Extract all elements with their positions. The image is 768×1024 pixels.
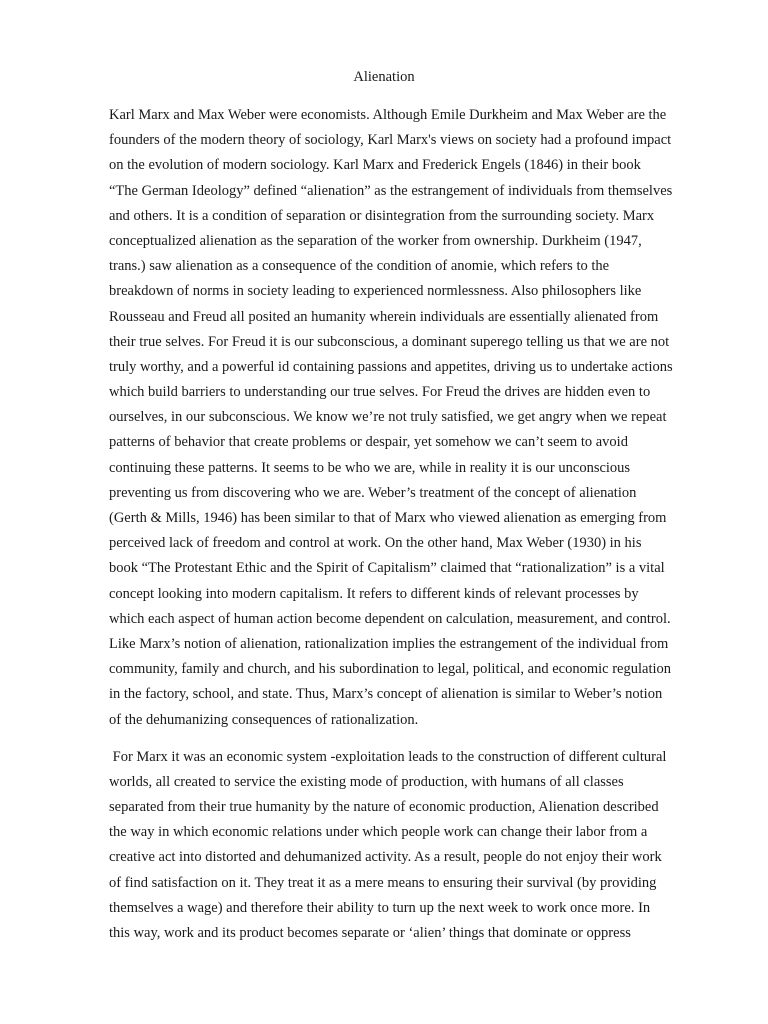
text-line: Karl Marx and Max Weber were economists. Although Emile Durkheim and Max Weber are the: [109, 107, 667, 123]
text-line: (Gerth & Mills, 1946) has been similar to that of Marx who viewed alienation as emerging from: [109, 510, 667, 526]
text-line: For Marx it was an economic system -exploitation leads to the construction of different cultural: [109, 748, 667, 765]
text-line: which build barriers to understanding our true selves. For Freud the drives are hidden even to: [109, 384, 651, 401]
text-line: on the evolution of modern sociology. Karl Marx and Frederick Engels (1846) in their book: [109, 157, 641, 174]
text-line: community, family and church, and his subordination to legal, political, and economic regulation: [109, 661, 672, 678]
text-line: separated from their true humanity by the nature of economic production, Alienation described: [109, 799, 659, 816]
text-line: Like Marx’s notion of alienation, rationalization implies the estrangement of the individual from: [109, 635, 669, 652]
text-line: worlds, all created to service the existing mode of production, with humans of all classes: [109, 773, 624, 790]
text-line: concept looking into modern capitalism. It refers to different kinds of relevant processes by: [109, 585, 639, 602]
text-line: book “The Protestant Ethic and the Spirit of Capitalism” claimed that “rationalization” is a vital: [109, 560, 665, 577]
text-line: founders of the modern theory of sociology, Karl Marx's views on society had a profound impact: [109, 132, 672, 149]
text-line: and others. It is a condition of separation or disintegration from the surrounding society. Marx: [109, 207, 655, 224]
text-line: their true selves. For Freud it is our subconscious, a dominant superego telling us that we are not: [109, 333, 670, 350]
document-title: Alienation: [353, 69, 415, 85]
text-line: of find satisfaction on it. They treat it as a mere means to ensuring their survival (by providing: [109, 874, 657, 891]
text-line: ourselves, in our subconscious. We know we’re not truly satisfied, we get angry when we repeat: [109, 409, 667, 426]
text-line: Rousseau and Freud all posited an humanity wherein individuals are essentially alienated from: [109, 308, 659, 325]
text-line: breakdown of norms in society leading to experienced normlessness. Also philosophers like: [109, 283, 642, 300]
text-line: perceived lack of freedom and control at work. On the other hand, Max Weber (1930) in his: [109, 535, 642, 552]
text-line: in the factory, school, and state. Thus, Marx’s concept of alienation is similar to Weber’s notion: [109, 686, 663, 703]
text-line: of the dehumanizing consequences of rationalization.: [109, 711, 419, 728]
paragraph-gap: [109, 733, 709, 745]
text-line: conceptualized alienation as the separation of the worker from ownership. Durkheim (1947,: [109, 232, 642, 249]
text-line: patterns of behavior that create problems or despair, yet somehow we can’t seem to avoid: [109, 434, 628, 451]
text-line: the way in which economic relations under which people work can change their labor from a: [109, 824, 648, 841]
text-line: creative act into distorted and dehumanized activity. As a result, people do not enjoy their work: [109, 849, 662, 866]
text-line: continuing these patterns. It seems to be who we are, while in reality it is our unconscious: [109, 459, 631, 476]
paragraph-2: [109, 745, 709, 947]
text-line: this way, work and its product becomes separate or ‘alien’ things that dominate or oppress: [109, 925, 631, 941]
text-line: “The German Ideology” defined “alienation” as the estrangement of individuals from themselves: [109, 182, 673, 199]
text-line: truly worthy, and a powerful id containing passions and appetites, driving us to undertake actions: [109, 358, 673, 375]
text-line: preventing us from discovering who we are. Weber’s treatment of the concept of alienation: [109, 484, 637, 501]
document-body: [109, 103, 709, 946]
paragraph-1: [109, 103, 709, 733]
text-line: themselves a wage) and therefore their ability to turn up the next week to work once more. In: [109, 899, 651, 916]
text-line: which each aspect of human action become dependent on calculation, measurement, and control.: [109, 610, 671, 627]
text-line: trans.) saw alienation as a consequence of the condition of anomie, which refers to the: [109, 258, 610, 275]
